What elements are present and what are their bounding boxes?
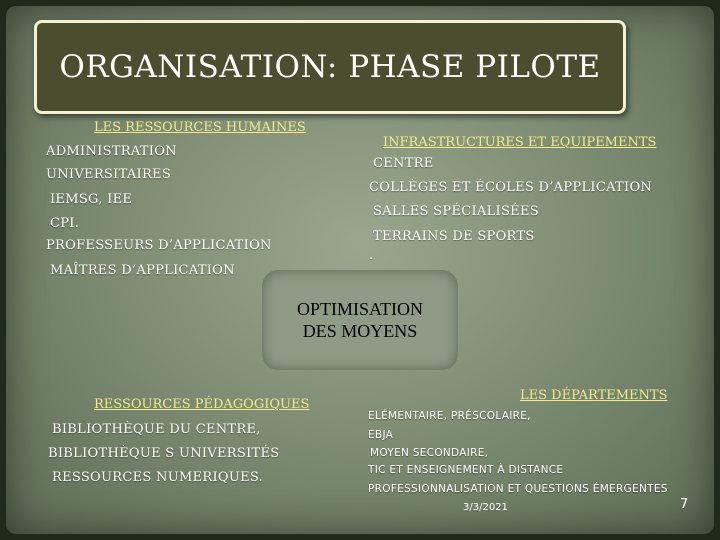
optimisation-line1: OPTIMISATION xyxy=(297,299,423,319)
departements-heading: LES DÉPARTEMENTS xyxy=(520,388,668,403)
dep-item-elementaire: ELÉMENTAIRE, PRÉSCOLAIRE, xyxy=(368,410,531,422)
optimisation-line2: DES MOYENS xyxy=(302,321,418,341)
infra-item-dot: . xyxy=(369,248,374,263)
dep-item-professionnalisation: PROFESSIONNALISATION ET QUESTIONS ÉMERGENTES xyxy=(368,483,668,495)
dep-item-moyen-secondaire: MOYEN SECONDAIRE, xyxy=(370,447,489,459)
ressources-pedagogiques-heading: RESSOURCES PÉDAGOGIQUES xyxy=(94,397,310,412)
ressources-humaines-heading: LES RESSOURCES HUMAINES xyxy=(94,120,306,135)
optimisation-box xyxy=(262,270,458,370)
slide-title: ORGANISATION: PHASE PILOTE xyxy=(59,49,601,85)
rp-item-bibliotheque-centre: BIBLIOTHÈQUE DU CENTRE, xyxy=(52,422,261,437)
infra-item-colleges: COLLÈGES ET ÉCOLES D’APPLICATION xyxy=(369,180,653,195)
rh-item-maitres: MAÎTRES D’APPLICATION xyxy=(50,263,235,278)
rp-item-ressources-numeriques: RESSOURCES NUMERIQUES. xyxy=(52,470,264,485)
rh-item-professeurs: PROFESSEURS D’APPLICATION xyxy=(46,238,272,253)
footer-date: 3/3/2021 xyxy=(463,502,508,513)
dep-item-ebja: EBJA xyxy=(368,429,394,441)
infrastructures-heading: INFRASTRUCTURES ET EQUIPEMENTS xyxy=(383,135,657,150)
rh-item-administration: ADMINISTRATION xyxy=(46,144,177,159)
rh-item-universitaires: UNIVERSITAIRES xyxy=(46,167,172,182)
dep-item-tic: TIC ET ENSEIGNEMENT À DISTANCE xyxy=(368,464,564,476)
rp-item-bibliotheque-universites: BIBLIOTHÈQUE S UNIVERSITÉS xyxy=(48,446,280,461)
infra-item-centre: CENTRE xyxy=(373,156,434,171)
page-number: 7 xyxy=(680,497,689,512)
rh-item-cpi: CPI. xyxy=(50,216,80,231)
infra-item-salles: SALLES SPÉCIALISÉES xyxy=(373,204,539,219)
title-banner xyxy=(34,20,626,114)
infra-item-terrains: TERRAINS DE SPORTS xyxy=(373,229,535,244)
rh-item-iemsg: IEMSG, IEE xyxy=(50,192,133,207)
